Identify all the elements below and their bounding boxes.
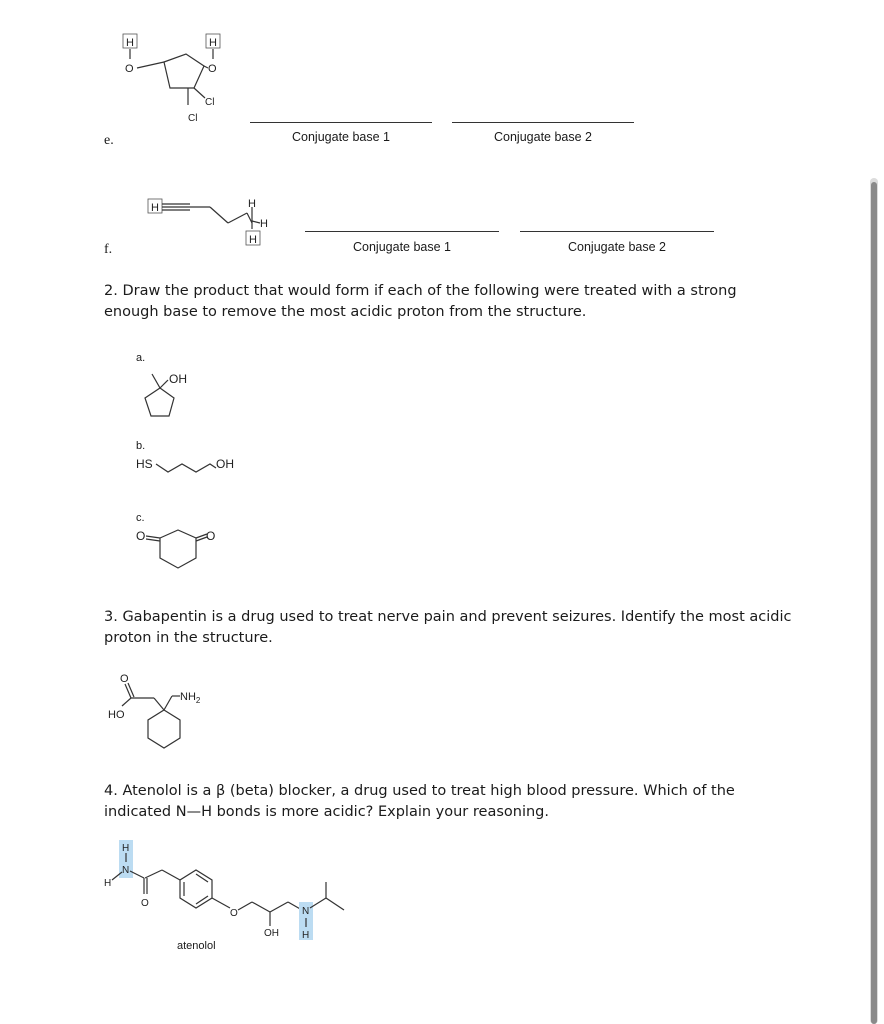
question-2-line-2: enough base to remove the most acidic proton from the structure. bbox=[104, 304, 587, 320]
question-2-line-1: 2. Draw the product that would form if each of the following were treated with a strong bbox=[104, 283, 737, 299]
structure-2c bbox=[132, 524, 232, 576]
e-answer-line-2[interactable] bbox=[452, 122, 634, 123]
q2-part-c-letter: c. bbox=[136, 512, 145, 524]
atenolol-h-top-label: H bbox=[122, 843, 130, 854]
structure-e bbox=[110, 30, 240, 130]
q2c-o1-label: O bbox=[136, 529, 146, 543]
e-h2-label: H bbox=[209, 37, 217, 49]
q2a-oh-label: OH bbox=[169, 372, 187, 386]
gabapentin-ho-label: HO bbox=[108, 709, 125, 721]
question-3-line-2: proton in the structure. bbox=[104, 630, 273, 646]
e-h1-label: H bbox=[126, 37, 134, 49]
q2-part-a-letter: a. bbox=[136, 352, 146, 364]
f-h-bottom-label: H bbox=[249, 234, 257, 246]
e-cl2-label: Cl bbox=[188, 113, 198, 124]
e-o2-label: O bbox=[208, 63, 217, 75]
gabapentin-nh2-label bbox=[180, 691, 201, 705]
e-conjugate-base-2-label: Conjugate base 2 bbox=[494, 130, 592, 144]
atenolol-h-bottom-label: H bbox=[302, 930, 310, 941]
f-conjugate-base-2-label: Conjugate base 2 bbox=[568, 240, 666, 254]
f-h-alkyne-label: H bbox=[151, 202, 159, 214]
q2b-oh-label: OH bbox=[216, 457, 234, 471]
e-o1-label: O bbox=[125, 63, 134, 75]
gabapentin-nh2-main: NH bbox=[180, 691, 196, 703]
f-answer-line-1[interactable] bbox=[305, 231, 499, 232]
question-4-text bbox=[104, 781, 844, 823]
gabapentin-o-label: O bbox=[120, 673, 129, 685]
question-3-text bbox=[104, 607, 854, 649]
question-4-line-1: 4. Atenolol is a β (beta) blocker, a drug used to treat high blood pressure. Which of the bbox=[104, 783, 735, 799]
atenolol-o-carbonyl-label: O bbox=[141, 898, 149, 909]
atenolol-h-left-label: H bbox=[104, 878, 112, 889]
problem-f-letter: f. bbox=[104, 242, 113, 257]
f-answer-line-2[interactable] bbox=[520, 231, 714, 232]
q2c-o2-label: O bbox=[206, 529, 216, 543]
structure-f bbox=[140, 193, 280, 253]
atenolol-caption: atenolol bbox=[177, 940, 216, 952]
f-conjugate-base-1-label: Conjugate base 1 bbox=[353, 240, 451, 254]
question-4-line-2: indicated N—H bonds is more acidic? Explain your reasoning. bbox=[104, 804, 549, 820]
e-cl1-label: Cl bbox=[205, 97, 215, 108]
e-answer-line-1[interactable] bbox=[250, 122, 432, 123]
atenolol-o-ether-label: O bbox=[230, 908, 238, 919]
vertical-scrollbar-thumb[interactable] bbox=[871, 182, 877, 1024]
atenolol-oh-label: OH bbox=[264, 928, 279, 939]
structure-gabapentin bbox=[104, 668, 234, 758]
q2-part-b-letter: b. bbox=[136, 440, 146, 452]
q2b-hs-label: HS bbox=[136, 457, 153, 471]
structure-2b bbox=[132, 452, 242, 480]
structure-2a bbox=[132, 364, 202, 426]
atenolol-n1-label: N bbox=[122, 865, 130, 876]
e-conjugate-base-1-label: Conjugate base 1 bbox=[292, 130, 390, 144]
gabapentin-nh2-subscript: 2 bbox=[195, 696, 201, 705]
f-h-top-label: H bbox=[248, 198, 256, 210]
question-2-text bbox=[104, 281, 844, 323]
atenolol-n2-label: N bbox=[302, 906, 310, 917]
structure-atenolol bbox=[100, 836, 360, 946]
question-3-line-1: 3. Gabapentin is a drug used to treat nerve pain and prevent seizures. Identify the most acidic bbox=[104, 609, 792, 625]
problem-e-letter: e. bbox=[104, 133, 114, 148]
f-h-right-label: H bbox=[260, 218, 268, 230]
